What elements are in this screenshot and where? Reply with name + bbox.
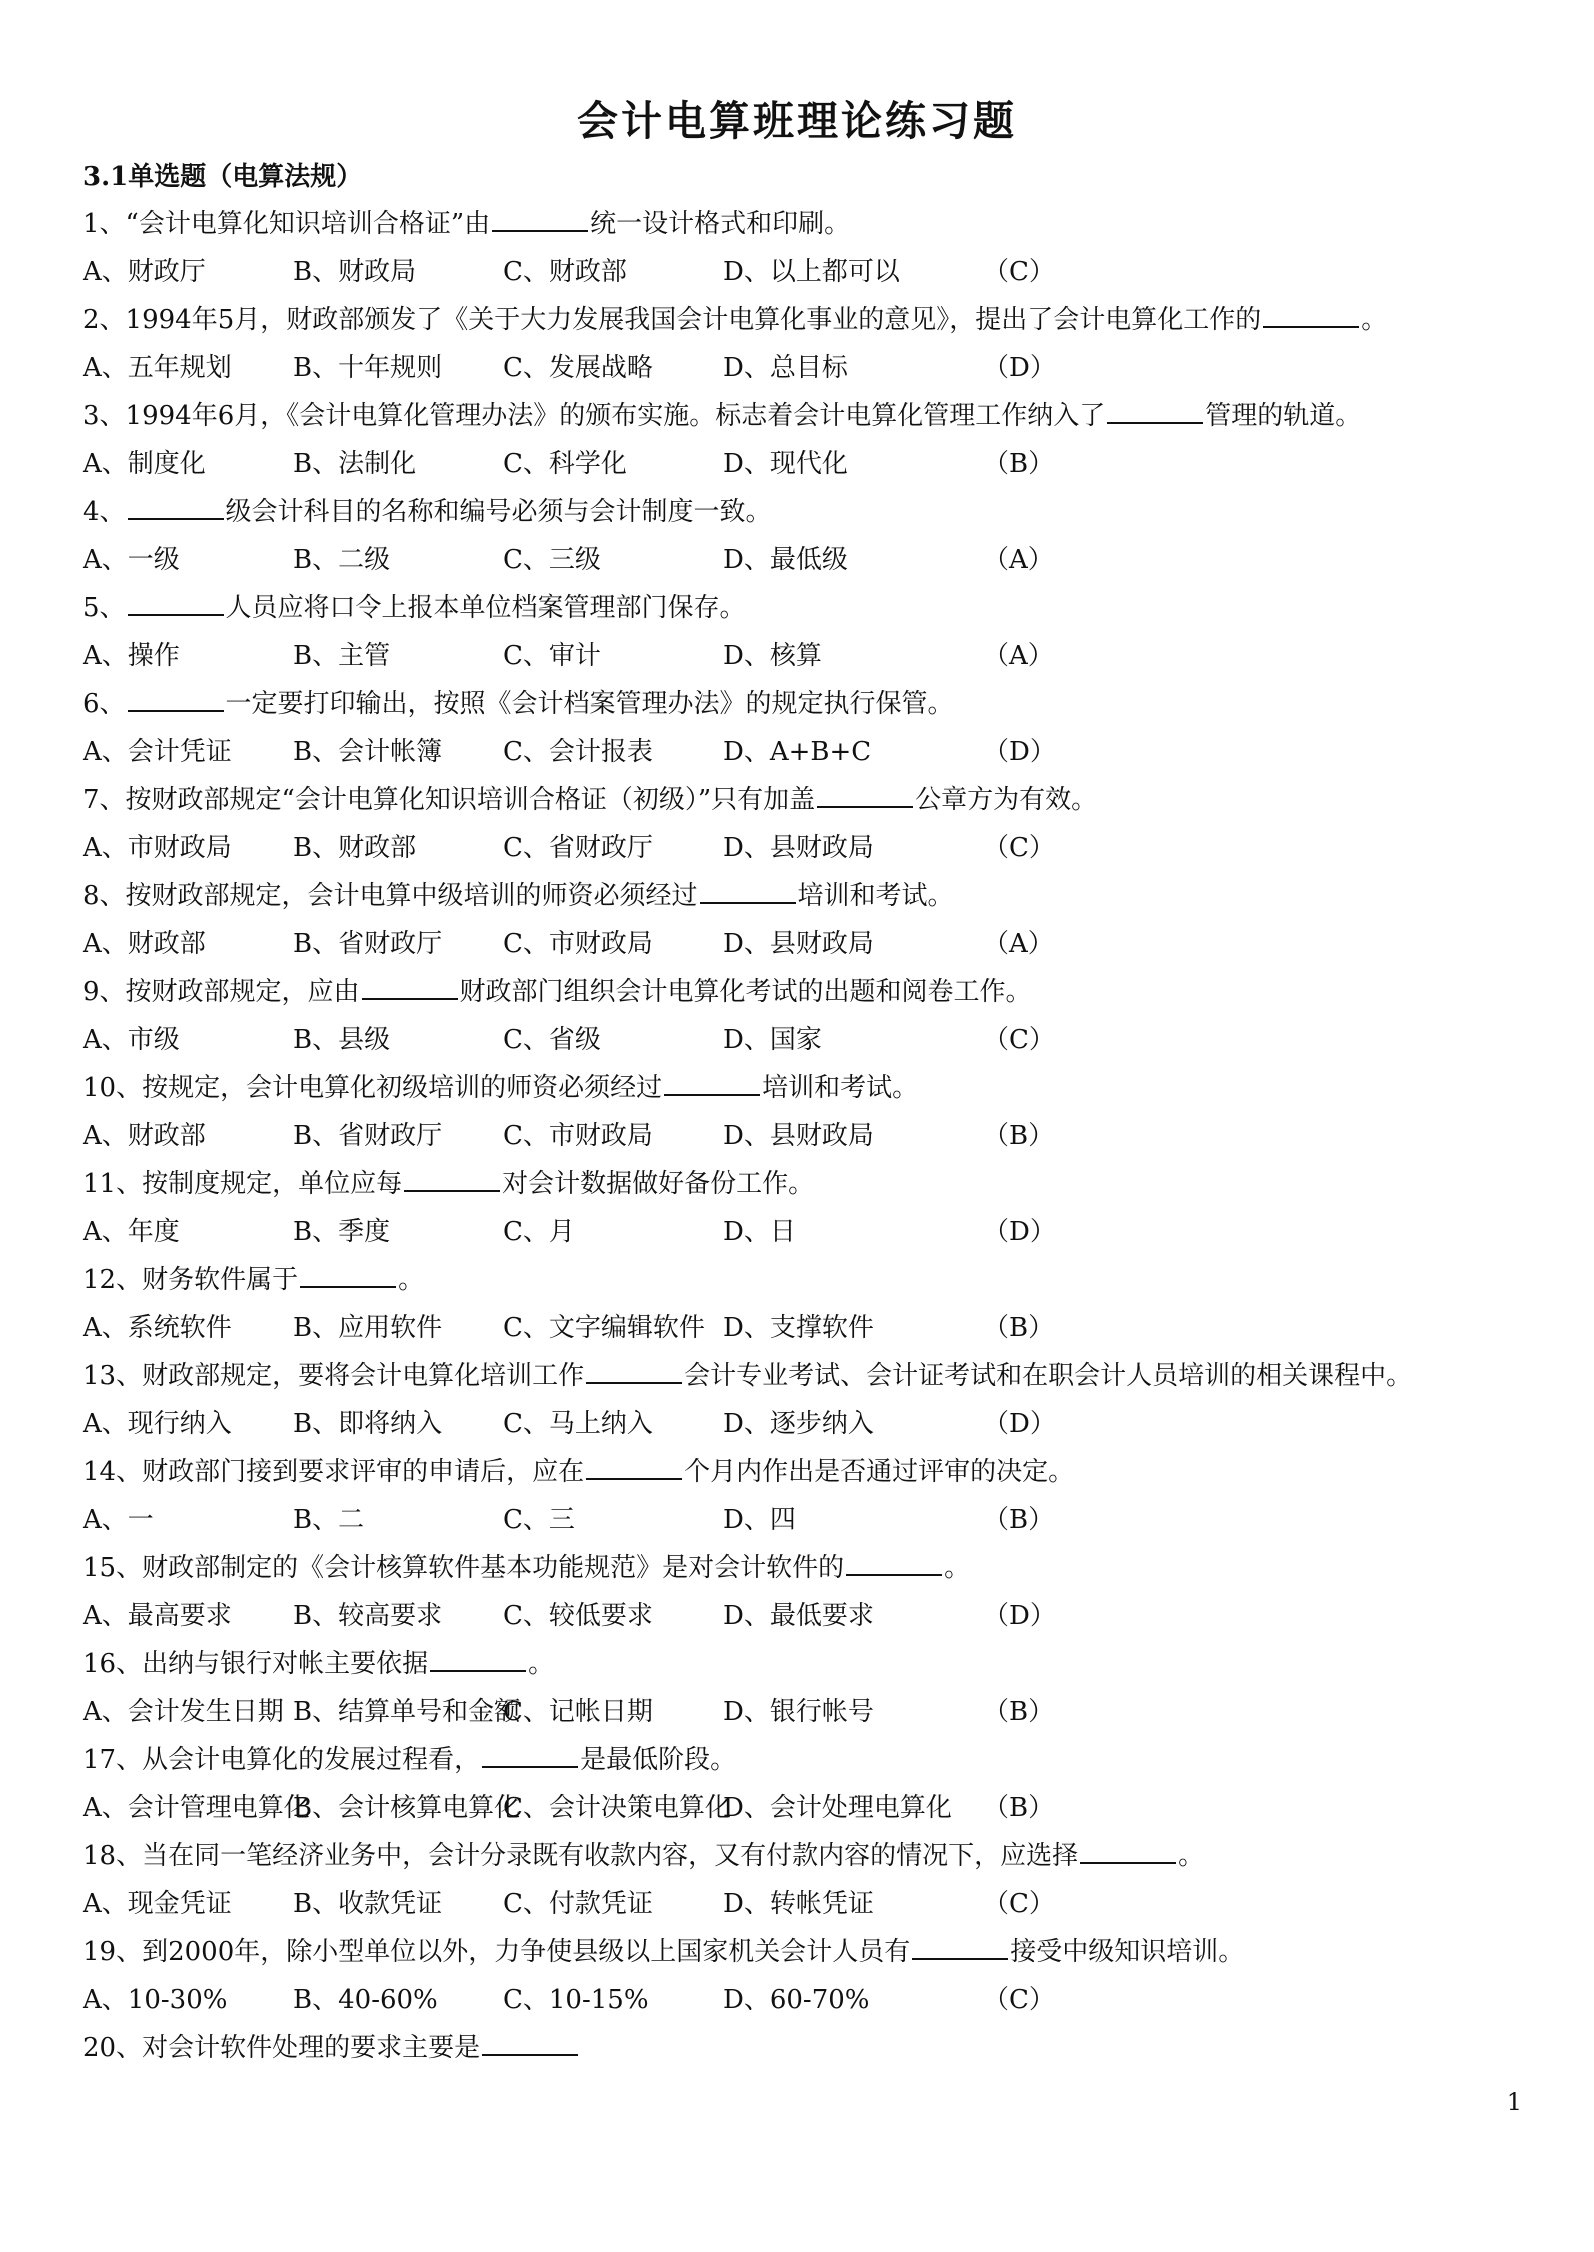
question-item [83,875,1523,971]
option-item: B、二 [293,1505,365,1535]
option-item: D、四 [723,1505,796,1535]
option-item: C、省级 [503,1025,601,1055]
question-text-after: 个月内作出是否通过评审的决定。 [684,1457,1075,1487]
question-text-after: 培训和考试。 [762,1073,919,1103]
option-item: C、较低要求 [503,1601,653,1631]
question-text-after: 对会计数据做好备份工作。 [502,1169,815,1199]
option-item: D、总目标 [723,353,848,383]
question-list [83,203,1523,2123]
answer-blank [912,1932,1008,1960]
option-item: C、月 [503,1217,575,1247]
question-text-after: 人员应将口令上报本单位档案管理部门保存。 [225,593,746,623]
option-item: D、会计处理电算化 [723,1793,952,1823]
option-item: C、会计决策电算化 [503,1793,731,1823]
option-item: A、年度 [83,1217,180,1247]
option-item: D、县财政局 [723,1121,874,1151]
option-item: D、县财政局 [723,929,874,959]
option-item: C、会计报表 [503,737,653,767]
question-stem [83,1163,814,1205]
answer-key: （C） [983,833,1055,863]
question-item [83,1643,1523,1739]
question-stem [83,875,954,917]
question-stem [83,971,1032,1013]
question-item [83,1739,1523,1835]
question-stem [83,1835,1204,1877]
option-item: B、省财政厅 [293,1121,443,1151]
option-item: B、结算单号和金额 [293,1697,521,1727]
question-text-after: 。 [1178,1841,1205,1871]
option-item: B、季度 [293,1217,391,1247]
option-item: A、现金凭证 [83,1889,232,1919]
question-stem [83,491,772,533]
question-text-before: 15、财政部制定的《会计核算软件基本功能规范》是对会计软件的 [83,1553,845,1583]
option-item: A、财政厅 [83,257,206,287]
option-item: B、县级 [293,1025,391,1055]
question-text-before: 8、按财政部规定，会计电算中级培训的师资必须经过 [83,881,698,911]
question-text-before: 7、按财政部规定“会计电算化知识培训合格证（初级）”只有加盖 [83,785,816,815]
answer-key: （A） [983,929,1054,959]
question-item [83,971,1523,1067]
option-item: D、现代化 [723,449,848,479]
option-item: A、制度化 [83,449,206,479]
option-item: B、收款凭证 [293,1889,443,1919]
answer-blank [430,1644,526,1672]
question-text-before: 11、按制度规定，单位应每 [83,1169,403,1199]
question-item [83,683,1523,779]
answer-key: （D） [983,1601,1056,1631]
option-item: C、10-15% [503,1985,649,2015]
option-item: D、转帐凭证 [723,1889,874,1919]
answer-blank [700,876,796,904]
answer-key: （D） [983,1409,1056,1439]
answer-blank [362,972,458,1000]
question-text-before: 17、从会计电算化的发展过程看， [83,1745,481,1775]
option-item: A、现行纳入 [83,1409,232,1439]
question-stem [83,1451,1074,1493]
option-item: C、市财政局 [503,929,653,959]
option-item: D、县财政局 [723,833,874,863]
question-stem [83,203,850,245]
page-number: 1 [1506,2088,1522,2116]
question-text-before: 20、对会计软件处理的要求主要是 [83,2033,481,2063]
option-item: D、最低级 [723,545,848,575]
option-item: A、财政部 [83,929,206,959]
answer-blank [492,204,588,232]
question-item [83,1835,1523,1931]
option-item: A、市财政局 [83,833,232,863]
option-item: B、财政部 [293,833,417,863]
answer-blank [482,1740,578,1768]
answer-blank [1080,1836,1176,1864]
answer-blank [1263,300,1359,328]
question-text-before: 2、1994年5月，财政部颁发了《关于大力发展我国会计电算化事业的意见》，提出了会计电算化工作的 [83,305,1262,335]
question-item [83,587,1523,683]
answer-key: （C） [983,1025,1055,1055]
option-item: B、会计帐簿 [293,737,443,767]
question-text-before: 1、“会计电算化知识培训合格证”由 [83,209,491,239]
option-item: D、核算 [723,641,822,671]
answer-key: （D） [983,737,1056,767]
question-text-after: 管理的轨道。 [1205,401,1362,431]
question-text-before: 12、财务软件属于 [83,1265,299,1295]
option-item: A、会计管理电算化 [83,1793,310,1823]
question-item [83,1163,1523,1259]
option-item: A、财政部 [83,1121,206,1151]
option-item: C、财政部 [503,257,627,287]
option-item: A、10-30% [83,1985,228,2015]
answer-blank [846,1548,942,1576]
question-stem [83,1067,918,1109]
question-stem [83,587,746,629]
question-text-before: 6、 [83,689,126,719]
question-item [83,1931,1523,2027]
question-text-after: 是最低阶段。 [580,1745,737,1775]
option-item: A、系统软件 [83,1313,232,1343]
page-title: 会计电算班理论练习题 [577,97,1017,145]
question-stem [83,1739,736,1781]
question-text-after: 一定要打印输出，按照《会计档案管理办法》的规定执行保管。 [225,689,954,719]
question-text-after: 会计专业考试、会计证考试和在职会计人员培训的相关课程中。 [684,1361,1413,1391]
option-item: C、发展战略 [503,353,653,383]
answer-key: （A） [983,545,1054,575]
option-item: D、逐步纳入 [723,1409,874,1439]
question-text-before: 18、当在同一笔经济业务中，会计分录既有收款内容，又有付款内容的情况下，应选择 [83,1841,1079,1871]
option-item: A、市级 [83,1025,180,1055]
option-item: B、40-60% [293,1985,438,2015]
option-item: B、较高要求 [293,1601,443,1631]
option-item: A、会计发生日期 [83,1697,284,1727]
section-heading: 3.1单选题（电算法规） [83,162,363,192]
question-stem [83,1643,554,1685]
question-item [83,1067,1523,1163]
option-item: D、60-70% [723,1985,870,2015]
option-item: C、审计 [503,641,601,671]
question-stem [83,779,1097,821]
question-text-after: 。 [528,1649,555,1679]
question-text-before: 9、按财政部规定，应由 [83,977,360,1007]
answer-blank [586,1452,682,1480]
option-item: D、A+B+C [723,737,872,767]
question-stem [83,1355,1412,1397]
option-item: A、最高要求 [83,1601,232,1631]
question-text-after: 。 [1361,305,1388,335]
option-item: C、马上纳入 [503,1409,653,1439]
question-item [83,491,1523,587]
option-item: B、会计核算电算化 [293,1793,521,1823]
answer-key: （B） [983,449,1055,479]
question-text-after: 公章方为有效。 [915,785,1098,815]
option-item: A、一级 [83,545,180,575]
question-text-after: 。 [944,1553,971,1583]
option-item: A、五年规划 [83,353,232,383]
question-item [83,299,1523,395]
option-item: C、三级 [503,545,601,575]
answer-blank [300,1260,396,1288]
question-text-before: 3、1994年6月，《会计电算化管理办法》的颁布实施。标志着会计电算化管理工作纳入了 [83,401,1106,431]
option-item: C、文字编辑软件 [503,1313,705,1343]
question-text-before: 13、财政部规定，要将会计电算化培训工作 [83,1361,585,1391]
option-item: C、市财政局 [503,1121,653,1151]
option-item: B、二级 [293,545,391,575]
question-stem [83,395,1361,437]
answer-key: （A） [983,641,1054,671]
answer-blank [128,588,224,616]
answer-blank [128,684,224,712]
option-item: D、国家 [723,1025,822,1055]
answer-key: （B） [983,1793,1055,1823]
question-stem [83,683,954,725]
answer-blank [128,492,224,520]
answer-key: （C） [983,1985,1055,2015]
question-text-before: 5、 [83,593,126,623]
question-stem [83,299,1387,341]
option-item: A、操作 [83,641,180,671]
question-text-after: 财政部门组织会计电算化考试的出题和阅卷工作。 [459,977,1032,1007]
option-item: C、省财政厅 [503,833,653,863]
option-item: D、日 [723,1217,796,1247]
option-item: B、十年规则 [293,353,443,383]
option-item: C、记帐日期 [503,1697,653,1727]
question-text-after: 统一设计格式和印刷。 [590,209,851,239]
question-text-before: 14、财政部门接到要求评审的申请后，应在 [83,1457,585,1487]
question-text-before: 10、按规定，会计电算化初级培训的师资必须经过 [83,1073,663,1103]
answer-key: （B） [983,1121,1055,1151]
answer-key: （D） [983,353,1056,383]
question-item [83,203,1523,299]
option-item: D、银行帐号 [723,1697,874,1727]
question-text-after: 培训和考试。 [797,881,954,911]
option-item: B、省财政厅 [293,929,443,959]
option-item: D、支撑软件 [723,1313,874,1343]
question-item [83,1259,1523,1355]
answer-blank [1107,396,1203,424]
question-text-before: 4、 [83,497,126,527]
answer-blank [404,1164,500,1192]
question-item [83,1547,1523,1643]
answer-key: （B） [983,1505,1055,1535]
question-item [83,1451,1523,1547]
option-item: C、科学化 [503,449,627,479]
question-text-after: 级会计科目的名称和编号必须与会计制度一致。 [225,497,772,527]
answer-key: （B） [983,1313,1055,1343]
answer-key: （C） [983,1889,1055,1919]
question-text-before: 16、出纳与银行对帐主要依据 [83,1649,429,1679]
answer-key: （C） [983,257,1055,287]
option-item: B、财政局 [293,257,417,287]
answer-key: （D） [983,1217,1056,1247]
question-stem [83,1931,1244,1973]
answer-blank [586,1356,682,1384]
question-stem [83,2027,580,2069]
question-stem [83,1259,424,1301]
option-item: A、会计凭证 [83,737,232,767]
option-item: B、主管 [293,641,391,671]
option-item: D、以上都可以 [723,257,900,287]
option-item: A、一 [83,1505,154,1535]
answer-blank [482,2028,578,2056]
question-item [83,1355,1523,1451]
question-stem [83,1547,970,1589]
option-item: B、即将纳入 [293,1409,443,1439]
answer-blank [817,780,913,808]
question-text-before: 19、到2000年，除小型单位以外，力争使县级以上国家机关会计人员有 [83,1937,911,1967]
option-item: C、三 [503,1505,575,1535]
option-item: B、法制化 [293,449,417,479]
option-item: B、应用软件 [293,1313,443,1343]
question-item [83,395,1523,491]
answer-blank [664,1068,760,1096]
answer-key: （B） [983,1697,1055,1727]
option-item: D、最低要求 [723,1601,874,1631]
question-item [83,779,1523,875]
question-item [83,2027,1523,2123]
question-text-after: 接受中级知识培训。 [1010,1937,1245,1967]
question-text-after: 。 [398,1265,425,1295]
option-item: C、付款凭证 [503,1889,653,1919]
